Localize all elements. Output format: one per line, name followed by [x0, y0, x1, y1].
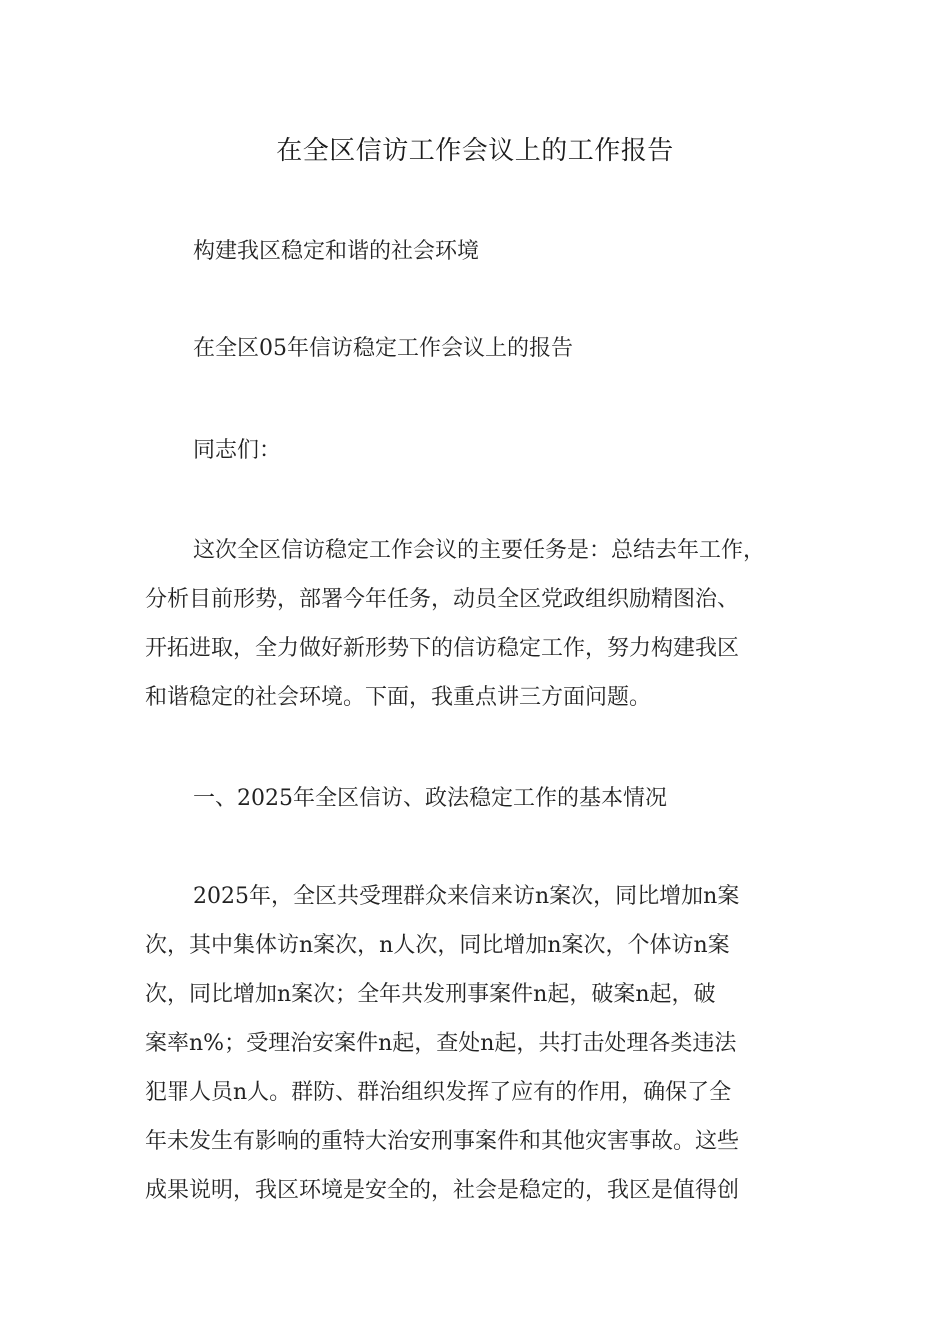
body-line: 次，其中集体访n案次，n人次，同比增加n案次，个体访n案 [145, 933, 730, 958]
subtitle-1 [145, 227, 825, 276]
body-line: 年未发生有影响的重特大治安刑事案件和其他灾害事故。这些 [145, 1129, 740, 1154]
subtitle-1-text: 构建我区稳定和谐的社会环境 [193, 239, 480, 264]
body-line: 犯罪人员n人。群防、群治组织发挥了应有的作用，确保了全 [145, 1080, 732, 1105]
body-line: 次，同比增加n案次；全年共发刑事案件n起，破案n起，破 [145, 982, 716, 1007]
salutation [145, 426, 825, 475]
body-paragraph [145, 872, 825, 1215]
subtitle-2-text: 在全区05年信访稳定工作会议上的报告 [193, 336, 573, 361]
body-line: 案率n%；受理治安案件n起，查处n起，共打击处理各类违法 [145, 1031, 737, 1056]
body-line: 2025年，全区共受理群众来信来访n案次，同比增加n案 [193, 884, 740, 909]
salutation-text: 同志们： [193, 438, 282, 463]
intro-line: 开拓进取，全力做好新形势下的信访稳定工作，努力构建我区 [145, 636, 740, 661]
intro-line: 分析目前形势，部署今年任务，动员全区党政组织励精图治、 [145, 587, 740, 612]
subtitle-2 [145, 324, 825, 373]
intro-paragraph [145, 526, 825, 722]
section-heading-text: 一、2025年全区信访、政法稳定工作的基本情况 [193, 786, 667, 811]
body-line: 成果说明，我区环境是安全的，社会是稳定的，我区是值得创 [145, 1178, 740, 1203]
intro-line: 这次全区信访稳定工作会议的主要任务是：总结去年工作， [193, 538, 766, 563]
section-heading [145, 774, 825, 823]
intro-line: 和谐稳定的社会环境。下面，我重点讲三方面问题。 [145, 685, 652, 710]
document-title: 在全区信访工作会议上的工作报告 [276, 136, 674, 166]
